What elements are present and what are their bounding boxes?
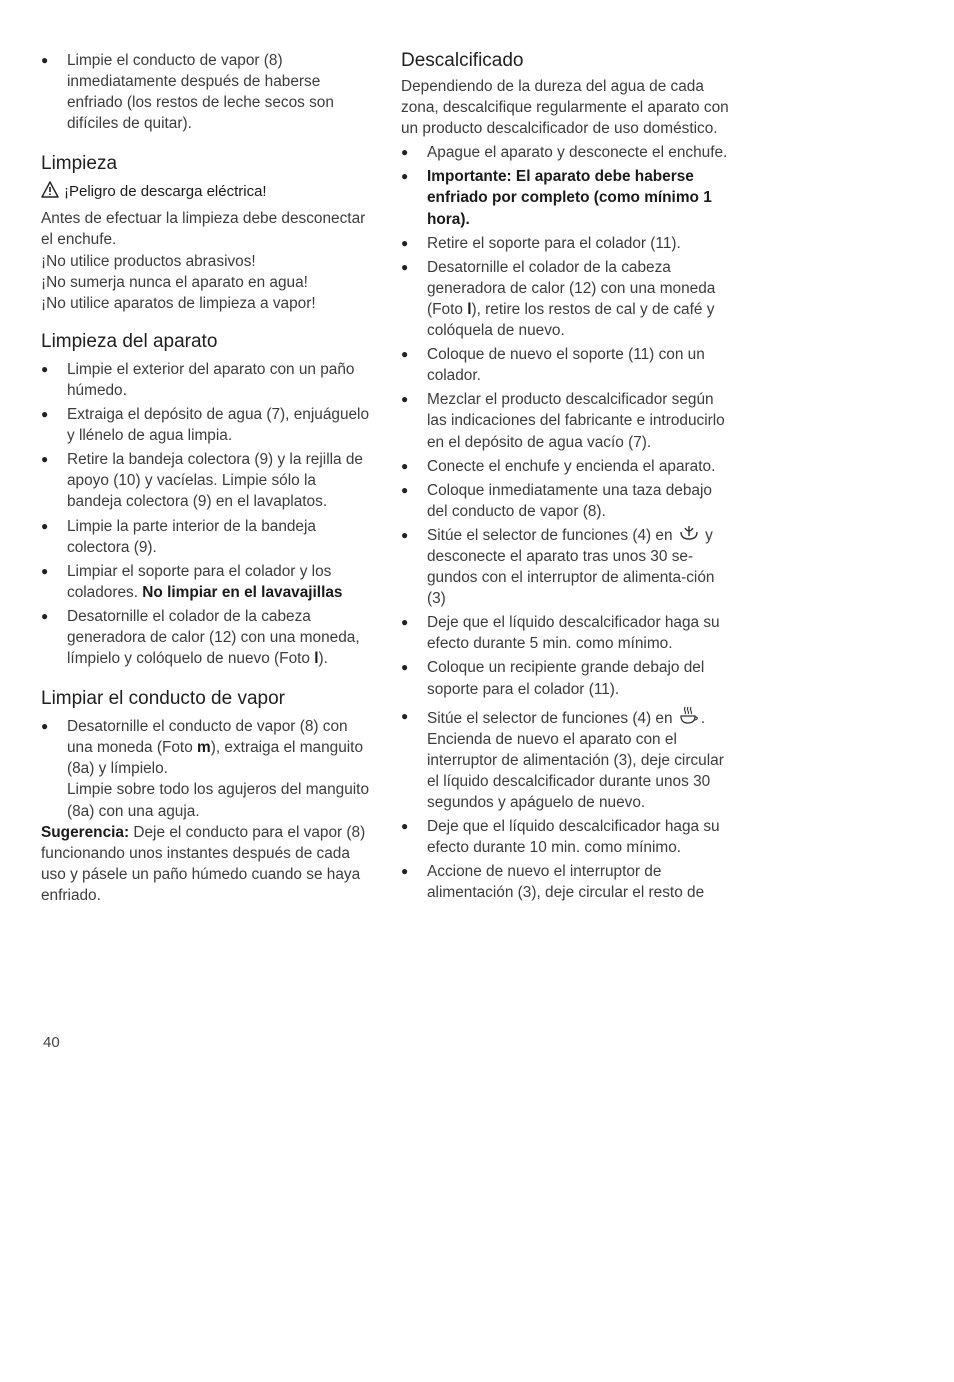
desc-bullet-2: ● Importante: El aparato debe haberse enfriado por completo (como mínimo 1 hora). [401, 168, 712, 228]
desc-bullet-12: ● Sitúe el selector de funciones (4) en . Encienda de nuevo el aparato con el interruptor de alimentación (3), deje circular el líquido descalcificador durante unos 30 segundos y apáguelo de nuevo. [401, 706, 731, 813]
warning-text: ¡Peligro de descarga eléctrica! [64, 183, 267, 201]
right-column [401, 50, 731, 906]
aparato-bullet-2: ● Extraiga el depósito de agua (7), enjuáguelo y llénelo de agua limpia. [41, 406, 370, 445]
page-number: 40 [43, 1034, 60, 1051]
bullet-dot: ● [41, 563, 49, 578]
bullet-dot: ● [401, 458, 409, 473]
bullet-dot: ● [401, 615, 409, 630]
bullet-dot: ● [41, 719, 49, 734]
bullet-dot: ● [41, 452, 49, 467]
desc-bullet-6: ● Mezclar el producto descalcificador según las indicaciones del fabricante e introducirlo en el depósito de agua vacío (7). [401, 391, 725, 451]
bullet-dot: ● [401, 347, 409, 362]
intro-bullet: ● Limpie el conducto de vapor (8) inmediatamente después de haberse enfriado (los restos de leche secos son difíciles de quitar). [41, 52, 334, 133]
bullet-dot: ● [41, 53, 49, 67]
heading-limpieza-aparato: Limpieza del aparato [41, 330, 218, 352]
bullet-dot: ● [401, 482, 409, 497]
bullet-dot: ● [401, 145, 409, 160]
aparato-bullet-5: ● Limpiar el soporte para el colador y los coladores. No limpiar en el lavavajillas [41, 562, 343, 601]
bullet-dot: ● [401, 864, 409, 879]
bullet-dot: ● [41, 608, 49, 623]
aparato-bullet-3: ● Retire la bandeja colectora (9) y la rejilla de apoyo (10) y vacíelas. Limpie sólo la bandeja colectora (9) en el lavaplatos. [41, 451, 363, 511]
heading-limpieza: Limpieza [41, 153, 118, 175]
bullet-dot: ● [401, 660, 409, 675]
desc-bullet-8: ● Coloque inmediatamente una taza debajo del conducto de vapor (8). [401, 481, 712, 520]
desc-bullet-9: ● Sitúe el selector de funciones (4) en y desconecte el aparato tras unos 30 se-gundos con el interruptor de alimenta-ción (3) [401, 526, 715, 608]
bullet-dot: ● [41, 407, 49, 422]
desc-bullet-4: ● Desatornille el colador de la cabeza generadora de calor (12) con una moneda (Foto l), retire los restos de cal y de café y colóquela de nuevo. [401, 258, 716, 340]
bullet-dot: ● [41, 361, 49, 376]
desc-bullet-14: ● Accione de nuevo el interruptor de alimentación (3), deje circular el resto de [401, 863, 705, 902]
aparato-bullet-1: ● Limpie el exterior del aparato con un paño húmedo. [41, 360, 355, 399]
tip-paragraph: Sugerencia: Deje el conducto para el vapor (8) funcionando unos instantes después de cada uso y pásele un paño húmedo cuando se haya enfriado. [41, 823, 366, 904]
desc-bullet-11: ● Coloque un recipiente grande debajo del soporte para el colador (11). [401, 659, 705, 698]
desc-bullet-1: ● Apague el aparato y desconecte el enchufe. [401, 142, 731, 163]
heading-descalcificado: Descalcificado [401, 50, 524, 71]
warning-triangle-icon [41, 181, 59, 198]
coffee-cup-icon [679, 706, 699, 726]
desc-bullet-7: ● Conecte el enchufe y encienda el aparato. [401, 456, 731, 477]
bullet-dot: ● [401, 819, 409, 834]
aparato-bullet-4: ● Limpie la parte interior de la bandeja colectora (9). [41, 517, 316, 556]
limpieza-line-4: ¡No utilice aparatos de limpieza a vapor! [41, 294, 316, 312]
vapor-bullet-1-extra: Limpie sobre todo los agujeros del manguito (8a) con una aguja. [67, 781, 370, 820]
bullet-dot: ● [401, 169, 409, 184]
limpieza-line-2: ¡No utilice productos abrasivos! [41, 252, 256, 270]
desc-bullet-10: ● Deje que el líquido descalcificador haga su efecto durante 5 min. como mínimo. [401, 614, 720, 653]
warning-line [41, 181, 371, 202]
bullet-dot: ● [41, 518, 49, 533]
limpieza-line-1: Antes de efectuar la limpieza debe desconectar el enchufe. [41, 210, 366, 249]
tip-label: Sugerencia: [41, 823, 130, 841]
vapor-bullet-1: ● Desatornille el conducto de vapor (8) con una moneda (Foto m), extraiga el manguito (8a) y límpielo. Limpie sobre todo los agujeros del manguito (8a) con una aguja. [41, 718, 370, 820]
bullet-dot: ● [401, 235, 409, 250]
heading-conducto-vapor: Limpiar el conducto de vapor [41, 688, 285, 710]
bullet-dot: ● [401, 527, 409, 542]
aparato-bullet-6: ● Desatornille el colador de la cabeza generadora de calor (12) con una moneda, límpielo y colóquelo de nuevo (Foto l). [41, 607, 360, 668]
descalcificado-intro: Dependiendo de la dureza del agua de cada zona, descalcifique regularmente el aparato con un producto descalcificador de uso doméstico. [401, 78, 729, 138]
bullet-dot: ● [401, 259, 409, 274]
desc-bullet-13: ● Deje que el líquido descalcificador haga su efecto durante 10 min. como mínimo. [401, 818, 720, 857]
desc-bullet-3: ● Retire el soporte para el colador (11). [401, 233, 731, 254]
steam-nozzle-icon [679, 525, 699, 543]
desc-bullet-5: ● Coloque de nuevo el soporte (11) con un colador. [401, 346, 705, 385]
bullet-dot: ● [401, 708, 409, 723]
left-column [41, 50, 371, 906]
limpieza-line-3: ¡No sumerja nunca el aparato en agua! [41, 273, 308, 291]
bullet-dot: ● [401, 392, 409, 407]
